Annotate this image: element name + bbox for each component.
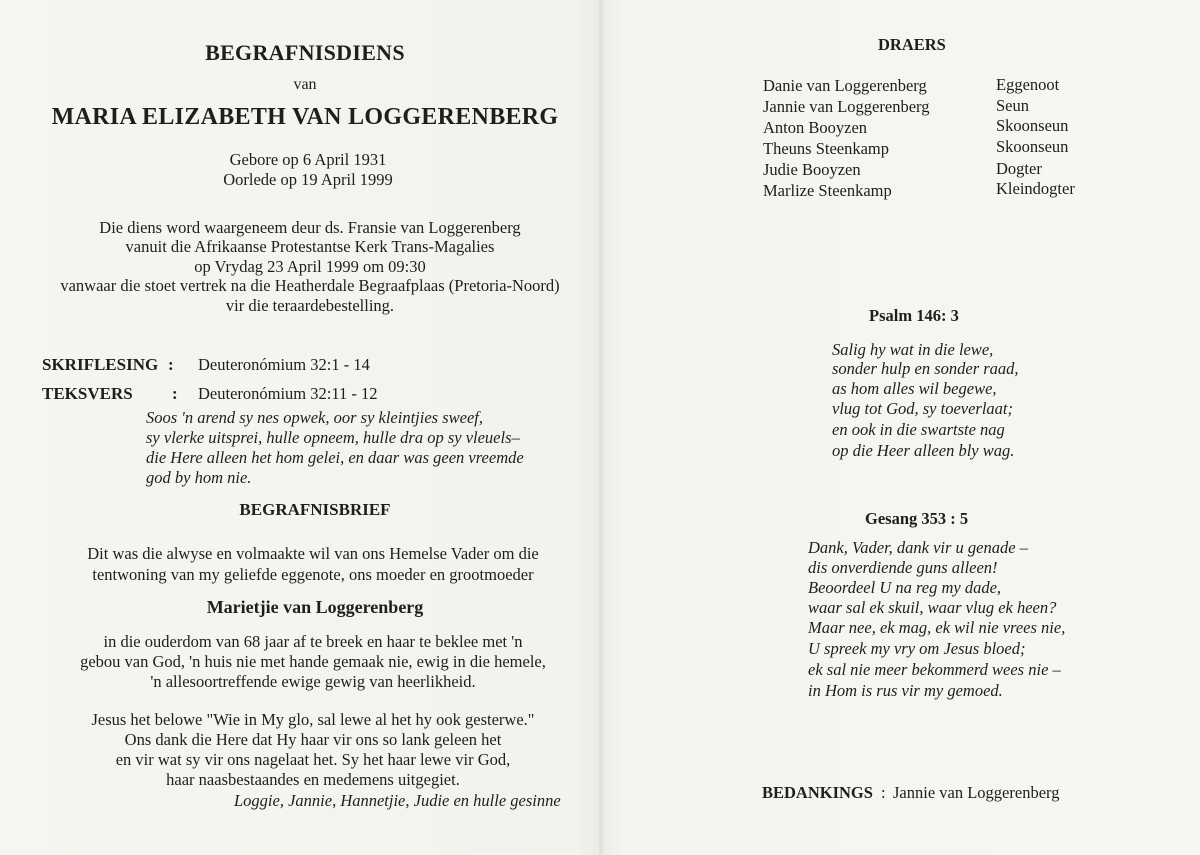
skriflesing-colon: :: [168, 355, 174, 374]
bedankings-label: BEDANKINGS: [762, 783, 873, 802]
bearer-name: Anton Booyzen: [763, 118, 868, 137]
teksvers-colon: :: [172, 384, 178, 403]
psalm-line: en ook in die swartste nag: [832, 420, 1005, 439]
brief-title: BEGRAFNISBRIEF: [239, 500, 391, 519]
gesang-line: in Hom is rus vir my gemoed.: [808, 681, 1003, 700]
service-line: vanwaar die stoet vertrek na die Heatherdale Begraafplaas (Pretoria-Noord): [60, 276, 560, 295]
gesang-line: dis onverdiende guns alleen!: [808, 558, 998, 577]
birth-date: Gebore op 6 April 1931: [229, 150, 387, 169]
bearer-relation: Skoonseun: [996, 137, 1069, 156]
brief-line: en vir wat sy vir ons nagelaat het. Sy het haar lewe vir God,: [115, 750, 511, 769]
bedankings-colon: :: [881, 783, 886, 802]
gesang-line: U spreek my vry om Jesus bloed;: [808, 639, 1026, 658]
gesang-line: ek sal nie meer bekommerd wees nie –: [808, 660, 1061, 679]
bearer-relation: Eggenoot: [996, 75, 1060, 94]
psalm-line: Salig hy wat in die lewe,: [832, 340, 994, 359]
death-date: Oorlede op 19 April 1999: [223, 170, 393, 189]
brief-line: gebou van God, 'n huis nie met hande gemaak nie, ewig in die hemele,: [80, 652, 546, 671]
bearer-name: Danie van Loggerenberg: [763, 76, 927, 95]
brief-line: haar naasbestaandes en medemens uitgegiet.: [166, 770, 460, 789]
bearer-name: Marlize Steenkamp: [763, 181, 892, 200]
verse-line: sy vlerke uitsprei, hulle opneem, hulle dra op sy vleuels–: [146, 428, 520, 447]
service-line: op Vrydag 23 April 1999 om 09:30: [194, 257, 426, 276]
psalm-line: sonder hulp en sonder raad,: [832, 359, 1019, 378]
verse-line: die Here alleen het hom gelei, en daar was geen vreemde: [146, 448, 524, 467]
gesang-title: Gesang 353 : 5: [865, 509, 969, 528]
gesang-line: Maar nee, ek mag, ek wil nie vrees nie,: [808, 618, 1066, 637]
service-line: vanuit die Afrikaanse Protestantse Kerk Trans-Magalies: [125, 237, 495, 256]
bearer-relation: Seun: [996, 96, 1029, 115]
bearer-relation: Kleindogter: [996, 179, 1075, 198]
gesang-line: waar sal ek skuil, waar vlug ek heen?: [808, 598, 1057, 617]
family-signature: Loggie, Jannie, Hannetjie, Judie en hulle gesinne: [234, 791, 561, 810]
bedankings-value: Jannie van Loggerenberg: [893, 783, 1060, 802]
program-title: BEGRAFNISDIENS: [205, 40, 405, 65]
service-line: vir die teraardebestelling.: [225, 296, 395, 315]
bearer-name: Jannie van Loggerenberg: [763, 97, 930, 116]
service-line: Die diens word waargeneem deur ds. Fransie van Loggerenberg: [99, 218, 521, 237]
teksvers-label: TEKSVERS: [42, 384, 133, 403]
psalm-line: as hom alles wil begewe,: [832, 379, 997, 398]
verse-line: god by hom nie.: [146, 468, 252, 487]
bearer-name: Judie Booyzen: [763, 160, 861, 179]
verse-line: Soos 'n arend sy nes opwek, oor sy kleintjies sweef,: [146, 408, 483, 427]
van-label: van: [293, 76, 317, 93]
gesang-line: Beoordeel U na reg my dade,: [808, 578, 1002, 597]
skriflesing-label: SKRIFLESING: [42, 355, 159, 374]
brief-line: Jesus het belowe "Wie in My glo, sal lewe al het hy ook gesterwe.": [91, 710, 535, 729]
psalm-line: vlug tot God, sy toeverlaat;: [832, 399, 1014, 418]
bearer-name: Theuns Steenkamp: [763, 139, 890, 158]
deceased-short-name: Marietjie van Loggerenberg: [206, 597, 424, 617]
gesang-line: Dank, Vader, dank vir u genade –: [808, 538, 1028, 557]
psalm-line: op die Heer alleen bly wag.: [832, 441, 1015, 460]
skriflesing-value: Deuteronómium 32:1 - 14: [198, 355, 370, 374]
brief-line: 'n allesoortreffende ewige gewig van heerlikheid.: [150, 672, 476, 691]
psalm-title: Psalm 146: 3: [869, 306, 959, 325]
brief-line: Dit was die alwyse en volmaakte wil van ons Hemelse Vader om die: [87, 544, 539, 563]
brief-line: in die ouderdom van 68 jaar af te breek en haar te beklee met 'n: [103, 632, 523, 651]
brief-line: Ons dank die Here dat Hy haar vir ons so lank geleen het: [124, 730, 502, 749]
deceased-name: MARIA ELIZABETH VAN LOGGERENBERG: [51, 104, 559, 130]
bearer-relation: Skoonseun: [996, 116, 1069, 135]
draers-title: DRAERS: [878, 35, 946, 54]
teksvers-value: Deuteronómium 32:11 - 12: [198, 384, 378, 403]
bearer-relation: Dogter: [996, 159, 1042, 178]
brief-line: tentwoning van my geliefde eggenote, ons moeder en grootmoeder: [92, 565, 534, 584]
